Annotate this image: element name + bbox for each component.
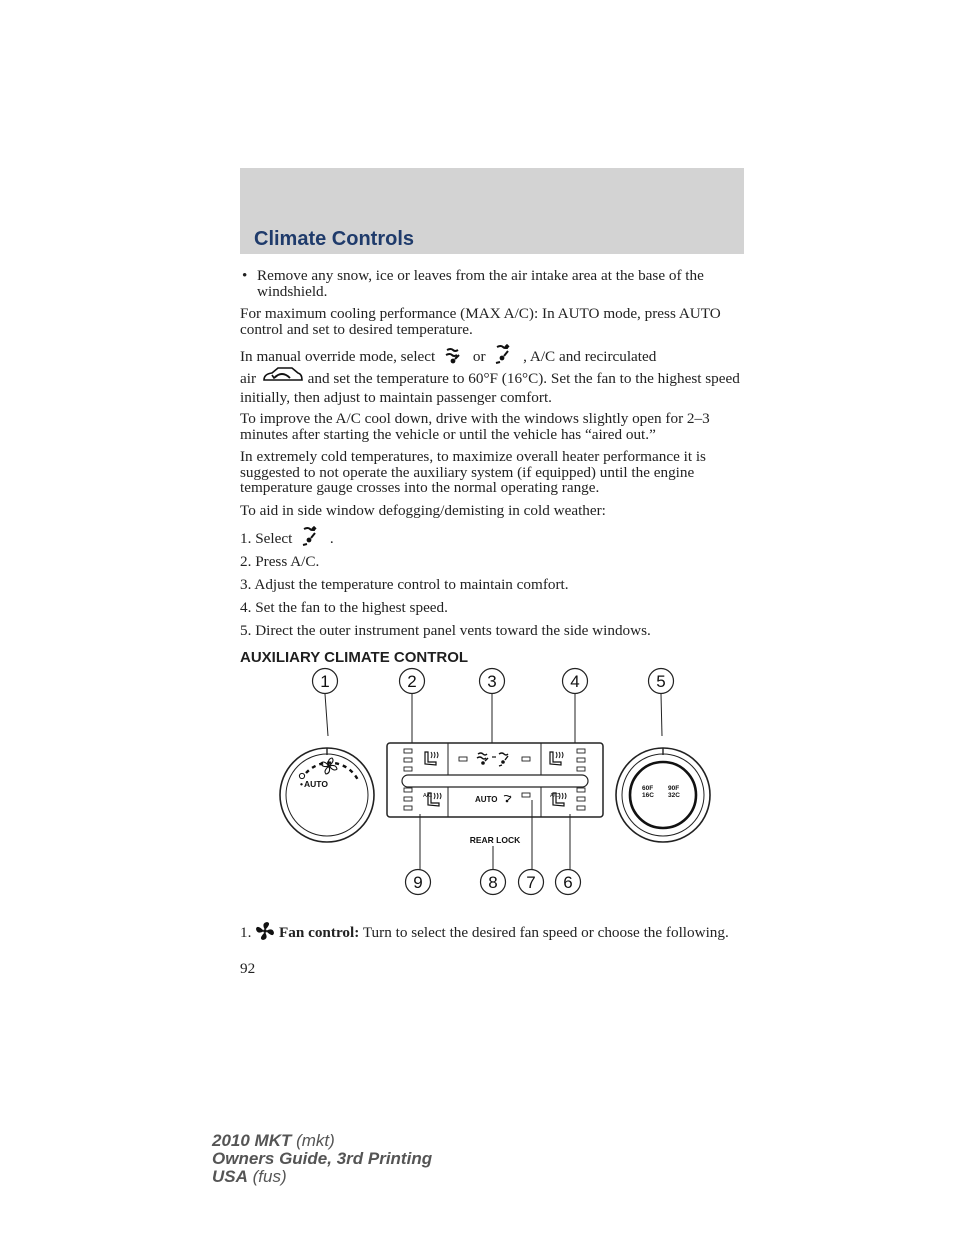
bullet-dot: • — [242, 267, 248, 284]
callout-6 — [556, 814, 581, 895]
step-1 — [240, 526, 744, 547]
footer-model-code: (mkt) — [296, 1131, 335, 1150]
header-band — [240, 168, 744, 254]
page-number: 92 — [240, 960, 256, 977]
footer — [212, 1132, 432, 1186]
temp-high-c-label: 32C — [668, 792, 680, 799]
floor-vent-icon — [296, 526, 326, 546]
fan-icon — [255, 922, 275, 940]
auto-knob-label: AUTO — [304, 779, 328, 789]
temperature-knob — [616, 748, 710, 842]
paragraph-manual-override — [240, 344, 744, 407]
callout-5-label: 5 — [656, 672, 666, 691]
fan-knob — [280, 748, 374, 842]
footer-model: 2010 MKT — [212, 1131, 292, 1150]
fan-control-description — [240, 922, 744, 941]
ac-left-label: A/C — [423, 793, 433, 799]
manual-text-b: , A/C and recirculated — [523, 348, 657, 365]
bullet-item — [240, 268, 744, 299]
page-title: Climate Controls — [254, 228, 415, 250]
callout-8-label: 8 — [488, 873, 498, 892]
paragraph-defog: To aid in side window defogging/demisting in cold weather: — [240, 501, 606, 519]
step-1-text-b: . — [329, 530, 334, 547]
step-4: 4. Set the fan to the highest speed. — [240, 599, 448, 616]
footer-region-code: (fus) — [252, 1167, 287, 1186]
temp-low-f-label: 60F — [642, 785, 654, 792]
manual-text-c: air — [240, 370, 257, 387]
fan-control-label: Fan control: — [278, 924, 360, 941]
step-3: 3. Adjust the temperature control to maintain comfort. — [240, 576, 569, 593]
step-2: 2. Press A/C. — [240, 553, 320, 570]
aux-climate-diagram — [240, 664, 744, 904]
callout-8 — [481, 846, 506, 895]
footer-edition: Owners Guide, 3rd Printing — [212, 1149, 433, 1168]
section-heading: AUXILIARY CLIMATE CONTROL — [240, 648, 469, 666]
center-control-panel — [387, 743, 603, 817]
paragraph-max-ac: For maximum cooling performance (MAX A/C): In AUTO mode, press AUTO control and set to desired temperature. — [240, 305, 721, 338]
callout-1 — [313, 669, 338, 737]
paragraph-cooldown: To improve the A/C cool down, drive with the windows slightly open for 2–3 minutes after starting the vehicle or until the vehicle has “aired out.” — [240, 410, 710, 443]
floor-vent-icon — [489, 344, 519, 364]
footer-region: USA — [212, 1167, 248, 1186]
manual-text-a: In manual override mode, select — [240, 348, 436, 365]
callout-3-label: 3 — [487, 672, 497, 691]
fan-control-text: Turn to select the desired fan speed or choose the following. — [362, 924, 729, 941]
callout-4 — [563, 669, 588, 749]
callout-9 — [406, 814, 431, 895]
auto-button-label: AUTO — [475, 795, 498, 804]
callout-6-label: 6 — [563, 873, 573, 892]
panel-vent-icon — [439, 346, 469, 364]
temp-high-f-label: 90F — [668, 785, 680, 792]
callout-3 — [480, 669, 505, 747]
callout-2-label: 2 — [407, 672, 417, 691]
callout-2 — [400, 669, 425, 749]
manual-text-d: and set the temperature to 60°F (16°C). Set the fan to the highest speed initially, then adjust to maintain passenger comfort. — [240, 370, 740, 406]
temp-low-c-label: 16C — [642, 792, 654, 799]
body-text — [240, 268, 744, 665]
step-5: 5. Direct the outer instrument panel vents toward the side windows. — [240, 622, 651, 639]
rear-lock-label: REAR LOCK — [469, 835, 521, 845]
paragraph-cold: In extremely cold temperatures, to maximize overall heater performance it is suggested to not operate the auxiliary system (if equipped) until the engine temperature gauge crosses into the normal operating range. — [240, 448, 706, 496]
callout-1-label: 1 — [320, 672, 330, 691]
bullet-text: Remove any snow, ice or leaves from the air intake area at the base of the windshield. — [257, 267, 704, 300]
step-1-text-a: 1. Select — [240, 530, 293, 547]
manual-text-or: or — [472, 348, 486, 365]
callout-5 — [649, 669, 674, 737]
callout-9-label: 9 — [413, 873, 423, 892]
svg-text:•: • — [300, 779, 303, 789]
recirculation-icon — [260, 366, 304, 386]
fan-item-number: 1. — [240, 924, 252, 941]
ac-right-label: A/C — [550, 793, 560, 799]
callout-4-label: 4 — [570, 672, 580, 691]
callout-7-label: 7 — [526, 873, 536, 892]
